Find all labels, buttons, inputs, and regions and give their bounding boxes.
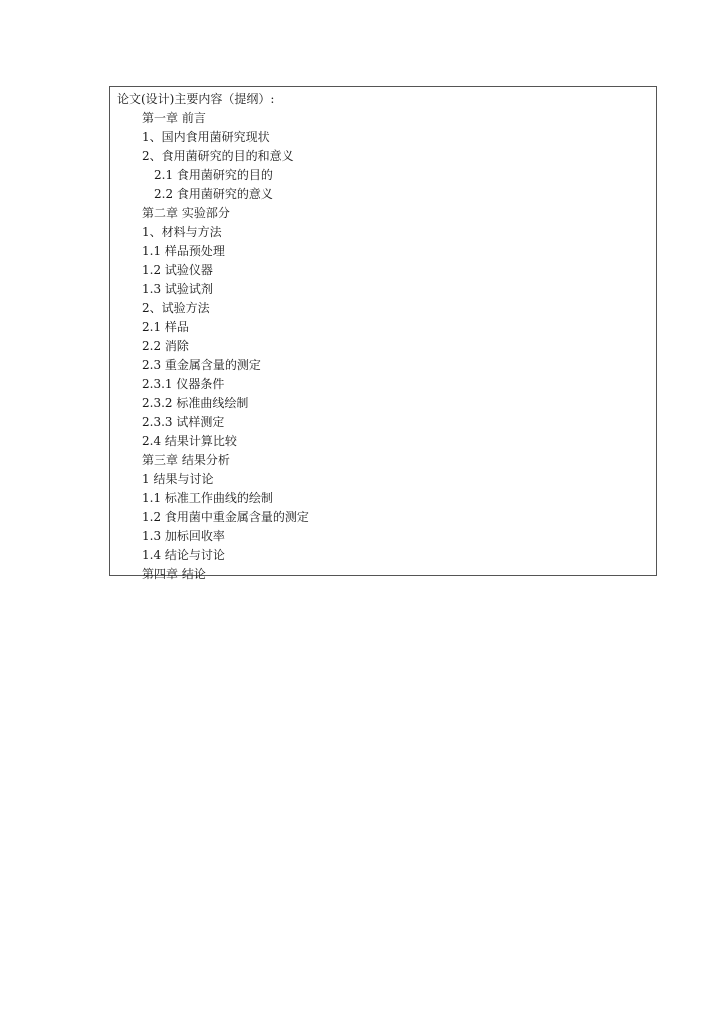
outline-item: 2.3.3 试样测定 [142,415,225,429]
outline-item: 第二章 实验部分 [142,206,230,220]
outline-item: 2.3.2 标准曲线绘制 [142,396,249,410]
outline-item: 2、食用菌研究的目的和意义 [142,149,294,163]
outline-item: 第一章 前言 [142,111,206,125]
outline-item: 2.4 结果计算比较 [142,434,237,448]
outline-list [110,109,309,584]
outline-item: 1.2 试验仪器 [142,263,213,277]
outline-item: 2.2 食用菌研究的意义 [154,187,273,201]
outline-item: 1.3 加标回收率 [142,529,225,543]
outline-item: 1.4 结论与讨论 [142,548,225,562]
outline-item: 1、材料与方法 [142,225,222,239]
outline-item: 2.3.1 仪器条件 [142,377,225,391]
outline-item: 1.1 标准工作曲线的绘制 [142,491,273,505]
outline-item: 2.3 重金属含量的测定 [142,358,261,372]
outline-item: 2.2 消除 [142,339,189,353]
outline-item: 第四章 结论 [142,567,206,581]
outline-item: 第三章 结果分析 [142,453,230,467]
outline-item: 1.2 食用菌中重金属含量的测定 [142,510,309,524]
outline-item: 2.1 食用菌研究的目的 [154,168,273,182]
outline-item: 2、试验方法 [142,301,210,315]
outline-box [109,86,657,581]
outline-heading: 论文(设计)主要内容（提纲）: [117,92,275,106]
outline-item: 2.1 样品 [142,320,189,334]
outline-item: 1.1 样品预处理 [142,244,225,258]
outline-item: 1.3 试验试剂 [142,282,213,296]
outline-item: 1、国内食用菌研究现状 [142,130,270,144]
outline-item: 1 结果与讨论 [142,472,214,486]
